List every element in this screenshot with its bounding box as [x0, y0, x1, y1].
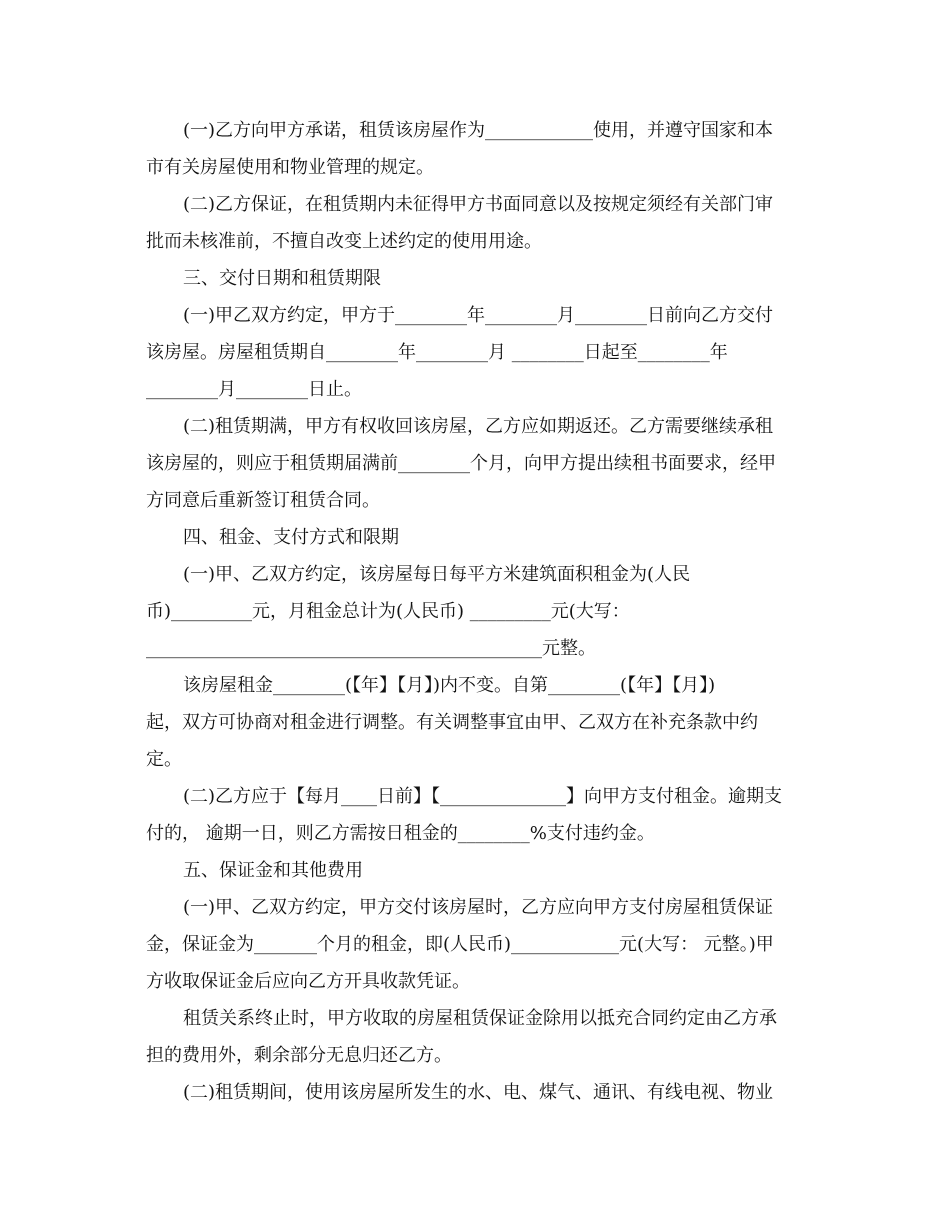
- clause-line: 市有关房屋使用和物业管理的规定。: [146, 157, 434, 178]
- clause-line: 起，双方可协商对租金进行调整。有关调整事宜由甲、乙双方在补充条款中约: [146, 712, 758, 733]
- section-heading: 三、交付日期和租赁期限: [183, 268, 381, 289]
- clause-line: (二)租赁期间，使用该房屋所发生的水、电、煤气、通讯、有线电视、物业: [183, 1082, 774, 1103]
- clause-line: ________月________日止。: [146, 379, 362, 400]
- clause-line: (一)甲、乙双方约定，该房屋每日每平方米建筑面积租金为(人民: [183, 564, 691, 585]
- clause-line: (二)乙方保证，在租赁期内未征得甲方书面同意以及按规定须经有关部门审: [183, 194, 774, 215]
- clause-line: (二)租赁期满，甲方有权收回该房屋，乙方应如期返还。乙方需要继续承租: [183, 416, 774, 437]
- clause-line: ____________________________________________元整。: [146, 638, 596, 659]
- clause-line: (一)甲、乙双方约定，甲方交付该房屋时，乙方应向甲方支付房屋租赁保证: [183, 897, 774, 918]
- clause-line: 该房屋租金________(【年】【月】)内不变。自第________(【年】【月】): [183, 675, 716, 696]
- clause-line: 金，保证金为_______个月的租金，即(人民币)____________元(大写： 元整。)甲: [146, 934, 774, 955]
- clause-line: 方收取保证金后应向乙方开具收款凭证。: [146, 971, 470, 992]
- clause-line: (一)乙方向甲方承诺，租赁该房屋作为____________使用，并遵守国家和本: [183, 120, 774, 141]
- clause-line: 付的， 逾期一日，则乙方需按日租金的________%支付违约金。: [146, 823, 655, 844]
- clause-line: (二)乙方应于【每月____日前】【______________】向甲方支付租金。逾期支: [183, 786, 783, 807]
- contract-body: [146, 112, 806, 1111]
- clause-line: 定。: [146, 749, 182, 770]
- clause-line: 该房屋的，则应于租赁期届满前________个月，向甲方提出续租书面要求，经甲: [146, 453, 776, 474]
- section-heading: 五、保证金和其他费用: [183, 860, 363, 881]
- clause-line: 批而未核准前，不擅自改变上述约定的使用用途。: [146, 231, 542, 252]
- clause-line: 该房屋。房屋租赁期自________年________月 ________日起至________年: [146, 342, 728, 363]
- clause-line: 方同意后重新签订租赁合同。: [146, 490, 380, 511]
- clause-line: 币)_________元，月租金总计为(人民币) _________元(大写：: [146, 601, 630, 622]
- clause-line: 租赁关系终止时，甲方收取的房屋租赁保证金除用以抵充合同约定由乙方承: [183, 1008, 777, 1029]
- clause-line: 担的费用外，剩余部分无息归还乙方。: [146, 1045, 452, 1066]
- section-heading: 四、租金、支付方式和限期: [183, 527, 399, 548]
- clause-line: (一)甲乙双方约定，甲方于________年________月________日前向乙方交付: [183, 305, 774, 326]
